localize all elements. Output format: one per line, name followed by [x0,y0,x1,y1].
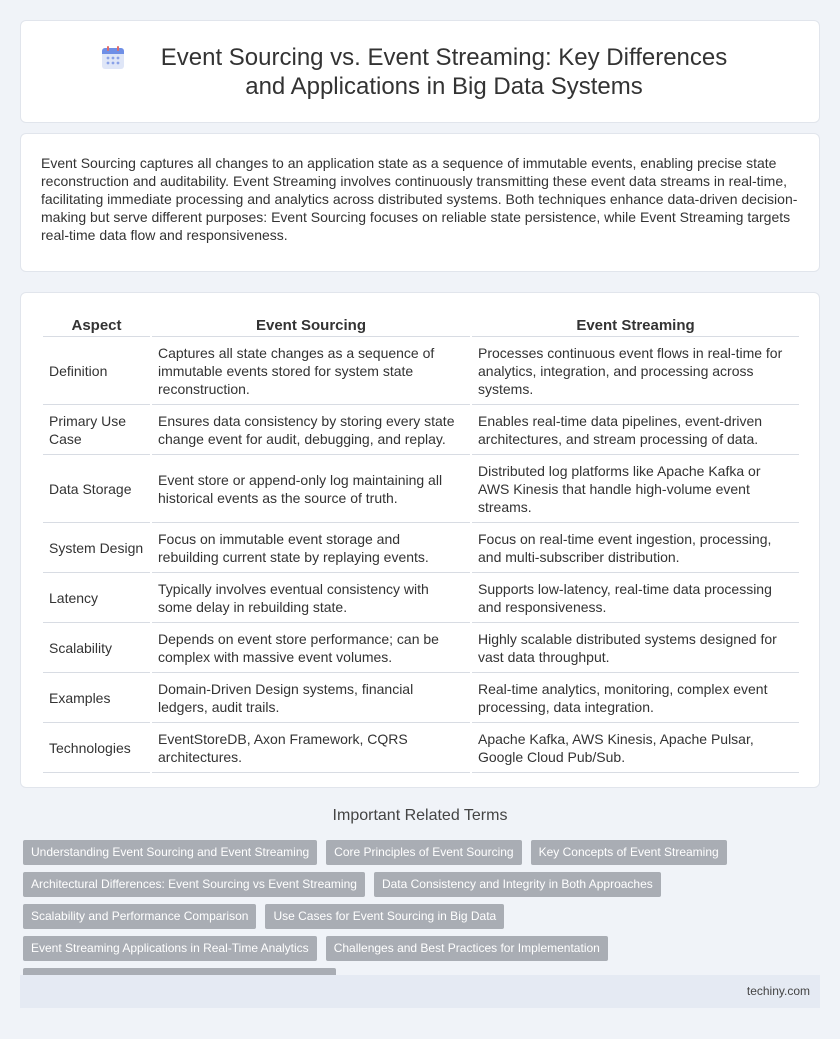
header-aspect: Aspect [43,313,151,337]
table-row [43,623,799,673]
row-event-streaming: Supports low-latency, real-time data processing and responsiveness. [471,573,799,623]
related-term-link[interactable]: Core Principles of Event Sourcing [326,840,521,865]
footer-site-link[interactable]: techiny.com [746,984,810,998]
row-event-streaming: Distributed log platforms like Apache Kafka or AWS Kinesis that handle high-volume event streams. [471,455,799,523]
related-term-link[interactable]: Scalability and Performance Comparison [23,904,256,929]
row-event-sourcing: Focus on immutable event storage and rebuilding current state by replaying events. [151,523,471,573]
row-event-streaming: Highly scalable distributed systems designed for vast data throughput. [471,623,799,673]
table-row [43,723,799,773]
related-terms-heading: Important Related Terms [332,807,508,824]
related-term-link[interactable]: Data Consistency and Integrity in Both Approaches [374,872,661,897]
table-row [43,523,799,573]
intro-card [20,133,820,272]
row-aspect: Scalability [43,623,151,673]
row-aspect: Data Storage [43,455,151,523]
header-event-streaming: Event Streaming [471,313,799,337]
related-term-link[interactable]: Architectural Differences: Event Sourcing vs Event Streaming [23,872,365,897]
table-row [43,405,799,455]
row-event-sourcing: Ensures data consistency by storing every state change event for audit, debugging, and replay. [151,405,471,455]
row-event-sourcing: Captures all state changes as a sequence of immutable events stored for system state reconstruction. [151,337,471,405]
comparison-table [43,313,799,773]
comparison-card [20,292,820,788]
calendar-icon [100,45,126,71]
row-event-sourcing: Typically involves eventual consistency with some delay in rebuilding state. [151,573,471,623]
row-aspect: Latency [43,573,151,623]
row-event-sourcing: Event store or append-only log maintaining all historical events as the source of truth. [151,455,471,523]
related-term-link[interactable]: Key Concepts of Event Streaming [531,840,727,865]
row-aspect: Examples [43,673,151,723]
related-term-link[interactable]: Challenges and Best Practices for Implementation [326,936,608,961]
row-event-streaming: Focus on real-time event ingestion, processing, and multi-subscriber distribution. [471,523,799,573]
header-event-sourcing: Event Sourcing [151,313,471,337]
table-row [43,673,799,723]
row-aspect: Technologies [43,723,151,773]
row-aspect: Definition [43,337,151,405]
row-event-sourcing: Depends on event store performance; can be complex with massive event volumes. [151,623,471,673]
row-aspect: System Design [43,523,151,573]
table-row [43,455,799,523]
table-row [43,337,799,405]
row-event-sourcing: EventStoreDB, Axon Framework, CQRS architectures. [151,723,471,773]
intro-paragraph: Event Sourcing captures all changes to an application state as a sequence of immutable events, enabling precise state reconstruction and auditability. Event Streaming involves continuously transmitting these event data streams in real-time, facilitating immediate processing and analytics across distributed systems. Both techniques enhance data-driven decision-making but serve different purposes: Event Sourcing focuses on reliable state persistence, while Event Streaming targets real-time data flow and responsiveness. [41,155,798,243]
row-event-streaming: Enables real-time data pipelines, event-driven architectures, and stream processing of data. [471,405,799,455]
related-term-link[interactable]: Understanding Event Sourcing and Event Streaming [23,840,317,865]
related-term-link[interactable]: Event Streaming Applications in Real-Time Analytics [23,936,317,961]
title-card [20,20,820,123]
table-header-row [43,313,799,337]
table-row [43,573,799,623]
row-event-streaming: Processes continuous event flows in real-time for analytics, integration, and processing across systems. [471,337,799,405]
footer [20,975,820,1008]
related-term-link[interactable]: Use Cases for Event Sourcing in Big Data [265,904,504,929]
row-event-sourcing: Domain-Driven Design systems, financial ledgers, audit trails. [151,673,471,723]
row-event-streaming: Apache Kafka, AWS Kinesis, Apache Pulsar, Google Cloud Pub/Sub. [471,723,799,773]
row-aspect: Primary Use Case [43,405,151,455]
row-event-streaming: Real-time analytics, monitoring, complex event processing, data integration. [471,673,799,723]
page-title: Event Sourcing vs. Event Streaming: Key Differences and Applications in Big Data Systems [160,43,728,100]
